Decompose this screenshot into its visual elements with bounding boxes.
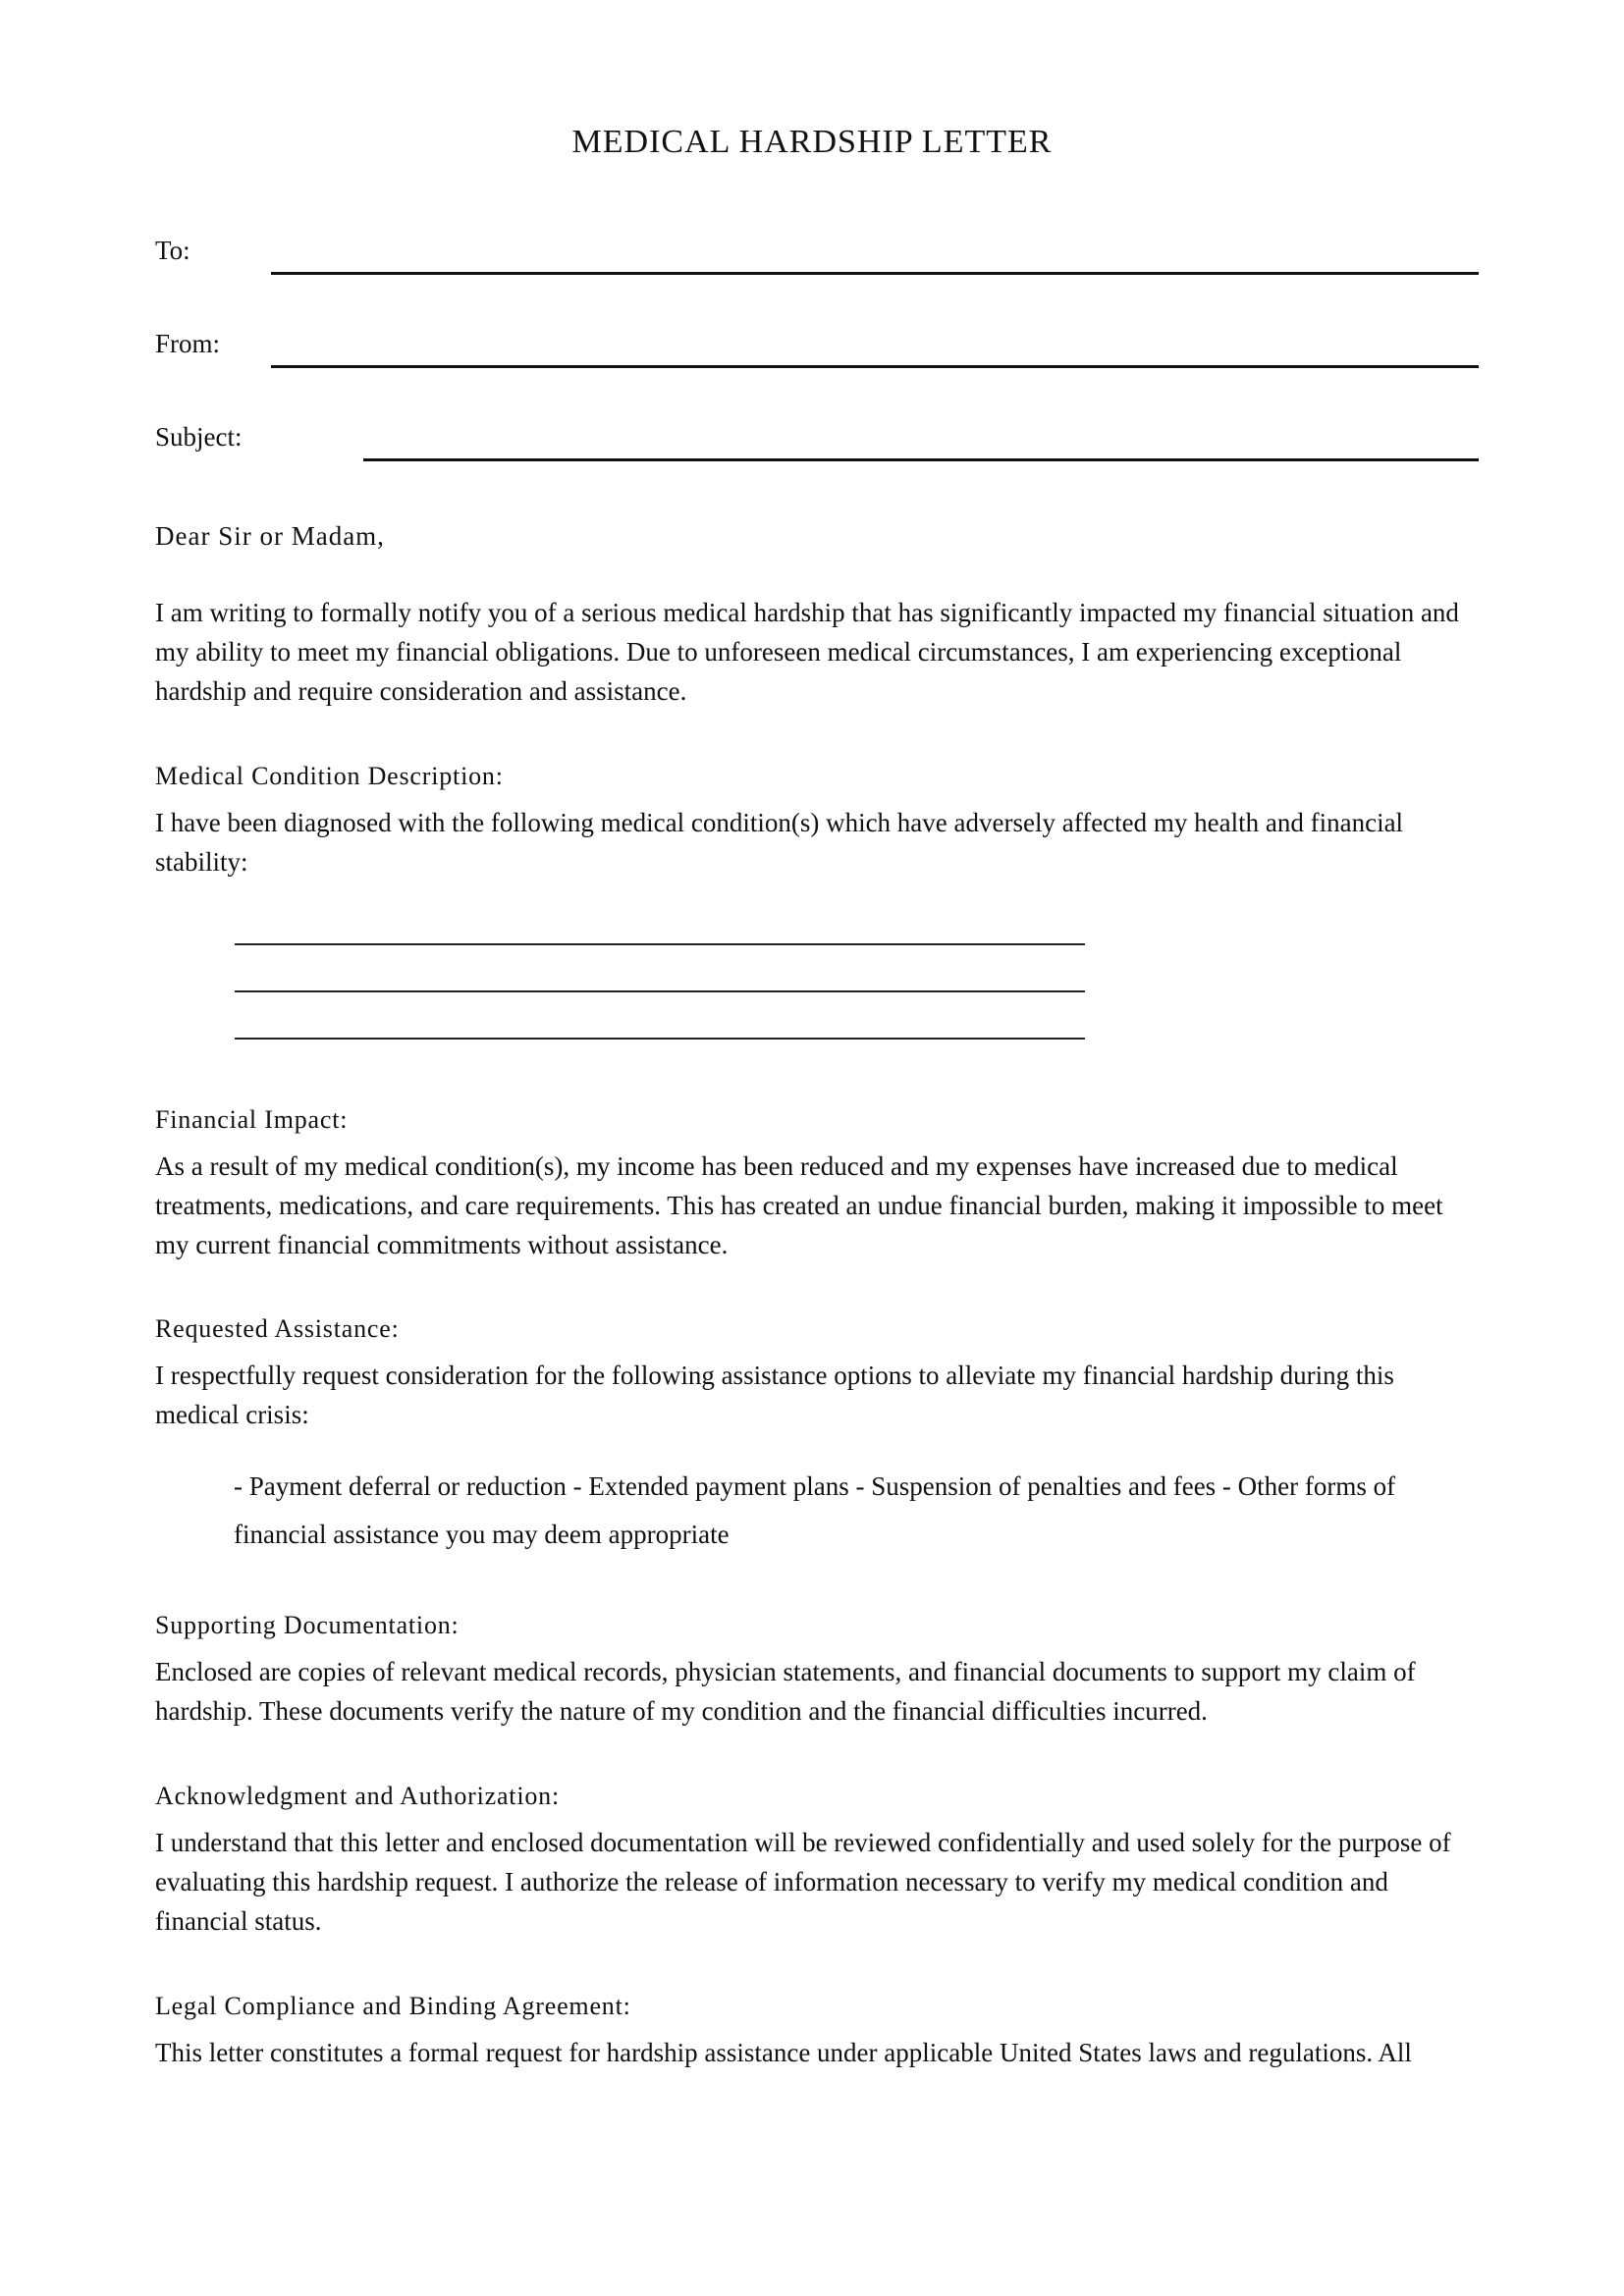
medical-condition-body: I have been diagnosed with the following medical condition(s) which have adversely affected my health and financial stability:: [155, 808, 1404, 877]
requested-assistance-body: I respectfully request consideration for the following assistance options to alleviate my financial hardship during this medical crisis:: [155, 1361, 1394, 1429]
financial-impact-heading: Financial Impact:: [155, 1105, 349, 1134]
to-field-line[interactable]: [271, 272, 1479, 275]
condition-blank-line-2[interactable]: [235, 990, 1085, 992]
subject-label: Subject:: [155, 422, 243, 452]
acknowledgment-body: I understand that this letter and enclosed documentation will be reviewed confidentially and used solely for the purpose of evaluating this hardship request. I authorize the release of information necessary to verify my medical condition and financial status.: [155, 1828, 1451, 1936]
assistance-options-list: - Payment deferral or reduction - Extended payment plans - Suspension of penalties and fees - Other forms of financial assistance you may deem appropriate: [234, 1471, 1396, 1549]
legal-compliance-body: This letter constitutes a formal request for hardship assistance under applicable United States laws and regulations. All: [155, 2038, 1412, 2067]
acknowledgment-heading: Acknowledgment and Authorization:: [155, 1782, 560, 1810]
from-label: From:: [155, 329, 221, 358]
to-field-row: [155, 236, 1479, 275]
requested-assistance-heading: Requested Assistance:: [155, 1314, 400, 1343]
subject-field-line[interactable]: [363, 458, 1479, 461]
from-field-row: [155, 329, 1479, 368]
page-title: MEDICAL HARDSHIP LETTER: [571, 124, 1053, 160]
legal-compliance-heading: Legal Compliance and Binding Agreement:: [155, 1992, 631, 2020]
supporting-documentation-body: Enclosed are copies of relevant medical records, physician statements, and financial documents to support my claim of hardship. These documents verify the nature of my condition and the financial difficulties incurred.: [155, 1657, 1416, 1726]
greeting: Dear Sir or Madam,: [155, 521, 385, 551]
intro-paragraph: I am writing to formally notify you of a serious medical hardship that has significantly impacted my financial situation and my ability to meet my financial obligations. Due to unforeseen medical circumstances, I am experiencing exceptional hardship and require consideration and assistance.: [155, 598, 1459, 706]
medical-condition-heading: Medical Condition Description:: [155, 762, 504, 790]
from-field-line[interactable]: [271, 365, 1479, 368]
to-label: To:: [155, 236, 190, 265]
supporting-documentation-heading: Supporting Documentation:: [155, 1611, 460, 1639]
condition-blank-line-3[interactable]: [235, 1038, 1085, 1040]
subject-field-row: [155, 422, 1479, 461]
financial-impact-body: As a result of my medical condition(s), my income has been reduced and my expenses have increased due to medical treatments, medications, and care requirements. This has created an undue financial burden, making it impossible to meet my current financial commitments without assistance.: [155, 1151, 1443, 1259]
condition-blank-line-1[interactable]: [235, 943, 1085, 945]
